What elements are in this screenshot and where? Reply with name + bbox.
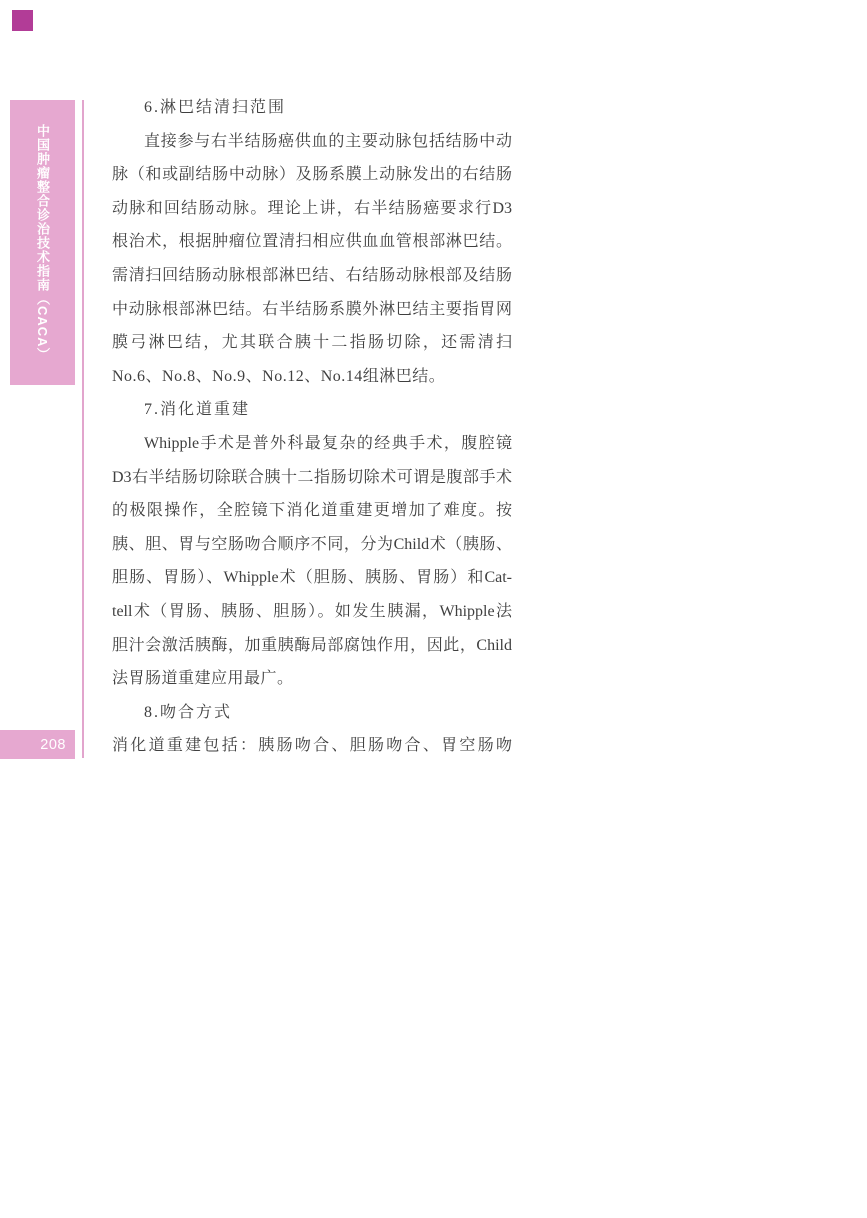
text-line-6: 需清扫回结肠动脉根部淋巴结、右结肠动脉根部及结肠 <box>112 266 512 284</box>
text-line-17: 胆汁会激活胰酶，加重胰酶局部腐蚀作用，因此，Child <box>112 636 512 654</box>
text-line-5: 根治术，根据肿瘤位置清扫相应供血血管根部淋巴结。 <box>112 233 512 251</box>
text-line-2: 直接参与右半结肠癌供血的主要动脉包括结肠中动 <box>144 132 512 150</box>
text-line-7: 中动脉根部淋巴结。右半结肠系膜外淋巴结主要指胃网 <box>112 300 512 318</box>
text-line-14: 胰、胆、胃与空肠吻合顺序不同，分为Child术（胰肠、 <box>112 535 512 553</box>
text-line-20: 消化道重建包括：胰肠吻合、胆肠吻合、胃空肠吻 <box>112 737 512 755</box>
text-line-10: 7.消化道重建 <box>144 401 251 419</box>
text-line-3: 脉（和或副结肠中动脉）及肠系膜上动脉发出的右结肠 <box>112 166 512 184</box>
text-line-9: No.6、No.8、No.9、No.12、No.14组淋巴结。 <box>112 367 446 385</box>
text-line-11: Whipple手术是普外科最复杂的经典手术，腹腔镜 <box>144 434 512 452</box>
text-line-8: 膜弓淋巴结，尤其联合胰十二指肠切除，还需清扫 <box>112 334 512 352</box>
text-line-19: 8.吻合方式 <box>144 703 233 721</box>
sidebar-rule <box>82 100 84 758</box>
page-number: 208 <box>40 736 66 753</box>
text-line-1: 6.淋巴结清扫范围 <box>144 99 287 116</box>
text-line-15: 胆肠、胃肠）、Whipple术（胆肠、胰肠、胃肠）和Cat- <box>112 569 512 587</box>
text-line-12: D3右半结肠切除联合胰十二指肠切除术可谓是腹部手术 <box>112 468 512 486</box>
page-number-badge <box>0 730 75 759</box>
series-title: 中国肿瘤整合诊治技术指南（CACA） <box>35 123 50 362</box>
series-title-bar <box>10 100 75 385</box>
corner-marker <box>12 10 33 31</box>
body-text <box>112 91 512 763</box>
text-line-18: 法胃肠道重建应用最广。 <box>112 670 294 688</box>
text-line-16: tell术（胃肠、胰肠、胆肠）。如发生胰漏，Whipple法 <box>112 602 512 620</box>
text-line-13: 的极限操作，全腔镜下消化道重建更增加了难度。按 <box>112 502 512 520</box>
text-line-4: 动脉和回结肠动脉。理论上讲，右半结肠癌要求行D3 <box>112 199 512 217</box>
